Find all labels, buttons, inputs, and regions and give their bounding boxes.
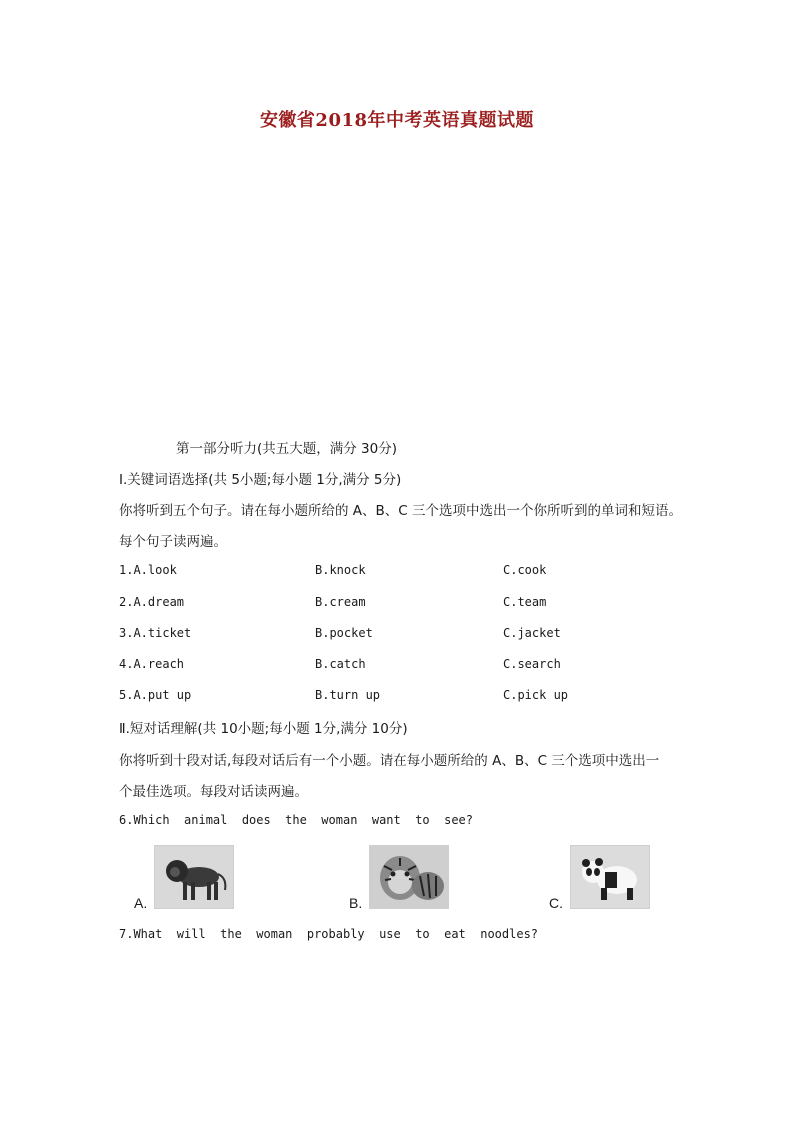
option-a: 4.A.reach <box>119 657 185 671</box>
option-c: C.pick up <box>503 688 569 702</box>
panda-image <box>570 845 650 909</box>
option-b: B.turn up <box>315 688 381 702</box>
section2-instruction-2: 个最佳选项。每段对话读两遍。 <box>119 784 308 800</box>
option-a: 1.A.look <box>119 563 177 577</box>
question-6: 6.Which animal does the woman want to see? <box>119 813 474 827</box>
option-c: C.search <box>503 657 561 671</box>
part1-heading: 第一部分听力(共五大题，满分 30分) <box>176 441 398 457</box>
section1-instruction-2: 每个句子读两遍。 <box>119 534 227 550</box>
question-7: 7.What will the woman probably use to eat noodles? <box>119 927 539 941</box>
option-b-label: B. <box>349 895 363 911</box>
option-c: C.jacket <box>503 626 561 640</box>
section2-heading: Ⅱ.短对话理解(共 10小题;每小题 1分,满分 10分) <box>119 721 408 737</box>
section2-instruction-1: 你将听到十段对话,每段对话后有一个小题。请在每小题所给的 A、B、C 三个选项中选出一 <box>119 753 660 769</box>
option-a: 2.A.dream <box>119 595 185 609</box>
page-title: 安徽省2018年中考英语真题试题 <box>259 110 535 131</box>
option-c-label: C. <box>549 895 563 911</box>
option-a: 5.A.put up <box>119 688 192 702</box>
section1-instruction-1: 你将听到五个句子。请在每小题所给的 A、B、C 三个选项中选出一个你所听到的单词和短语。 <box>119 503 683 519</box>
section1-heading: I.关键词语选择(共 5小题;每小题 1分,满分 5分) <box>119 472 402 488</box>
tiger-image <box>369 845 449 909</box>
option-c: C.cook <box>503 563 547 577</box>
option-c: C.team <box>503 595 547 609</box>
option-a: 3.A.ticket <box>119 626 192 640</box>
option-b: B.pocket <box>315 626 373 640</box>
lion-image <box>154 845 234 909</box>
option-b: B.catch <box>315 657 366 671</box>
option-b: B.cream <box>315 595 366 609</box>
option-b: B.knock <box>315 563 366 577</box>
option-a-label: A. <box>134 895 148 911</box>
